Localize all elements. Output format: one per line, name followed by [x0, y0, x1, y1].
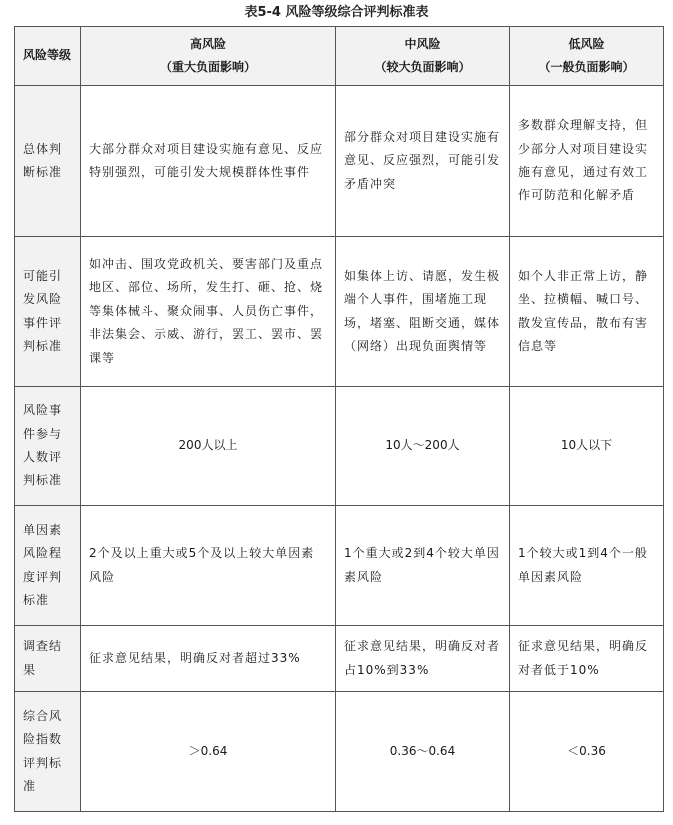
high-risk-note: （重大负面影响） — [159, 60, 256, 74]
table-row — [15, 237, 664, 387]
cell-high: 2个及以上重大或5个及以上较大单因素风险 — [81, 506, 336, 626]
table-row — [15, 506, 664, 626]
table-header — [15, 27, 664, 86]
table-row — [15, 387, 664, 506]
table-row — [15, 86, 664, 237]
low-risk-label: 低风险 — [568, 36, 605, 51]
risk-level-table — [14, 26, 664, 812]
cell-high: 大部分群众对项目建设实施有意见、反应特别强烈，可能引发大规模群体性事件 — [81, 86, 336, 237]
row-label: 风险事件参与人数评判标准 — [15, 387, 81, 506]
cell-low: 征求意见结果，明确反对者低于10% — [510, 626, 664, 692]
cell-high: 如冲击、围攻党政机关、要害部门及重点地区、部位、场所，发生打、砸、抢、烧等集体械斗、聚众闹事、人员伤亡事件，非法集会、示威、游行，罢工、罢市、罢课等 — [81, 237, 336, 387]
table-body — [15, 86, 664, 812]
cell-low: ＜0.36 — [510, 692, 664, 812]
cell-high: ＞0.64 — [81, 692, 336, 812]
cell-medium: 如集体上访、请愿，发生极端个人事件，围堵施工现场，堵塞、阻断交通，媒体（网络）出现负面舆情等 — [336, 237, 510, 387]
row-label: 总体判断标准 — [15, 86, 81, 237]
header-row — [15, 27, 664, 86]
header-low-risk — [510, 27, 664, 86]
row-label: 可能引发风险事件评判标准 — [15, 237, 81, 387]
cell-low: 1个较大或1到4个一般单因素风险 — [510, 506, 664, 626]
table-row — [15, 692, 664, 812]
header-medium-risk — [336, 27, 510, 86]
cell-medium: 1个重大或2到4个较大单因素风险 — [336, 506, 510, 626]
cell-low: 10人以下 — [510, 387, 664, 506]
header-corner: 风险等级 — [15, 27, 81, 86]
medium-risk-label: 中风险 — [404, 36, 441, 51]
medium-risk-note: （较大负面影响） — [374, 60, 471, 74]
header-high-risk — [81, 27, 336, 86]
row-label: 调查结果 — [15, 626, 81, 692]
cell-medium: 10人～200人 — [336, 387, 510, 506]
cell-high: 征求意见结果，明确反对者超过33% — [81, 626, 336, 692]
table-row — [15, 626, 664, 692]
cell-high: 200人以上 — [81, 387, 336, 506]
cell-medium: 0.36～0.64 — [336, 692, 510, 812]
high-risk-label: 高风险 — [189, 36, 226, 51]
low-risk-note: （一般负面影响） — [538, 60, 635, 74]
table-title: 表5-4 风险等级综合评判标准表 — [244, 5, 429, 20]
cell-medium: 部分群众对项目建设实施有意见、反应强烈，可能引发矛盾冲突 — [336, 86, 510, 237]
cell-low: 如个人非正常上访，静坐、拉横幅、喊口号、散发宣传品，散布有害信息等 — [510, 237, 664, 387]
row-label: 单因素风险程度评判标准 — [15, 506, 81, 626]
cell-low: 多数群众理解支持，但少部分人对项目建设实施有意见，通过有效工作可防范和化解矛盾 — [510, 86, 664, 237]
row-label: 综合风险指数评判标准 — [15, 692, 81, 812]
cell-medium: 征求意见结果，明确反对者占10%到33% — [336, 626, 510, 692]
